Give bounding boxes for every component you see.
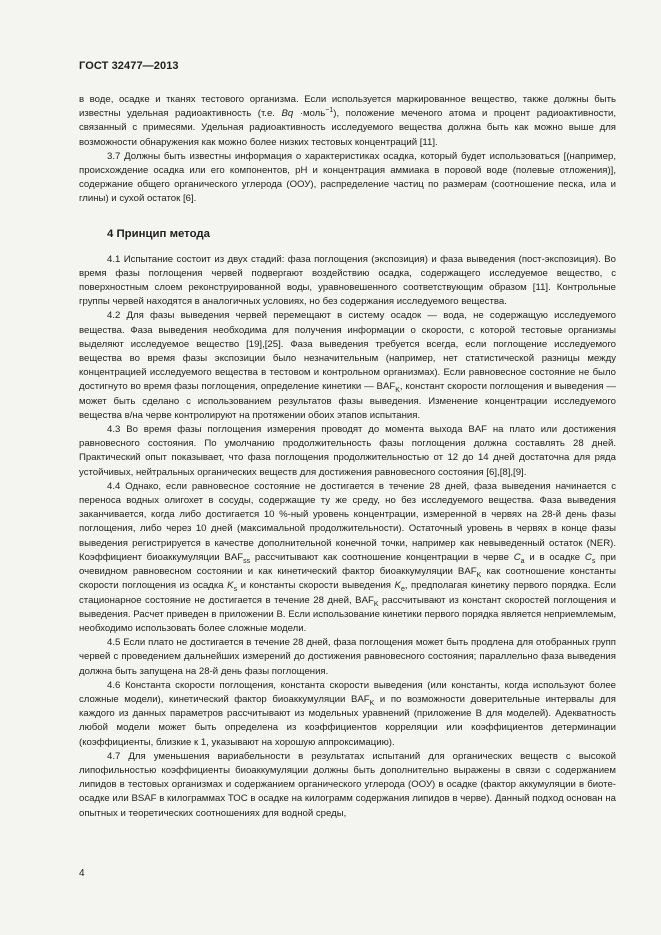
- paragraph-intro: в воде, осадке и тканях тестового организма. Если используется маркированное вещество, также должны быть известны удельная радиоактивность (т.е. Bq ·моль$^{-1}$), положение меченого атома и процент радиоактивности, связанный с примесями. Удельная радиоактивность исследуемого вещества должна быть как можно выше для возможности обнаружения как можно более низких тестовых концентраций [11].: [79, 94, 616, 148]
- document-header: ГОСТ 32477—2013: [79, 60, 179, 72]
- document-body: [79, 93, 616, 821]
- paragraph-4-3: 4.3 Во время фазы поглощения измерения проводят до момента выхода BAF на плато или достижения равновесного состояния. По умолчанию продолжительность фазы поглощения должна составлять 28 дней. Практический опыт показывает, что фаза поглощения продолжительностью от 12 до 14 дней достаточна для ряда устойчивых, нейтральных органических веществ для достижения равновесного состояния [6],[8],[9].: [79, 424, 616, 478]
- paragraph-3-7: 3.7 Должны быть известны информация о характеристиках осадка, который будет использоваться [(например, происхождение осадка или его компонентов, pH и концентрация аммиака в поровой воде (полевые отложения)], содержание общего органического углерода (ООУ), распределение частиц по размерам (соотношение песка, ила и глины) и сухой остаток [6].: [79, 150, 616, 205]
- section-title: 4 Принцип метода: [107, 227, 210, 240]
- paragraph-4-5: 4.5 Если плато не достигается в течение 28 дней, фаза поглощения может быть продлена для отобранных групп червей с проведением дальнейших измерений до достижения равновесного состояния; параллельно фаза выведения должна быть запущена на 28-й день фазы поглощения.: [79, 637, 616, 677]
- page-number: 4: [79, 868, 85, 879]
- paragraph-4-2: 4.2 Для фазы выведения червей перемещают в систему осадок — вода, не содержащую исследуемого вещества. Фаза выведения необходима для получения информации о скорости, с которой тестовые организмы выделяют исследуемое вещество [19],[25]. Фаза выведения требуется всегда, если поглощение исследуемого вещества во время фазы экспозиции было незначительным (например, нет статистической разницы между концентрацией исследуемого вещества в тестовом и контрольном организмах). Если равновесное состояние не было достигнуто во время фазы поглощения, определение кинетики — $BAF_K$, констант скорости поглощения и выведения — может быть сделано с использованием результатов фазы выведения. Изменение концентрации исследуемого вещества в/на черве контролируют на протяжении обоих этапов испытания.: [79, 310, 616, 421]
- paragraph-4-1: 4.1 Испытание состоит из двух стадий: фаза поглощения (экспозиция) и фаза выведения (пост-экспозиция). Во время фазы поглощения червей подвергают воздействию осадка, содержащего исследуемое вещество, с поверхностным слоем реконструированной воды, уравновешенного соответствующим образом [11]. Контрольные группы червей находятся в аналогичных условиях, но без содержания исследуемого вещества.: [79, 253, 616, 308]
- paragraph-4-4: 4.4 Однако, если равновесное состояние не достигается в течение 28 дней, фаза выведения начинается с переноса водных олигохет в сосуды, содержащие ту же среду, но без исследуемого вещества. Фаза выведения заканчивается, когда либо достигается 10 %-ный уровень концентрации, измеренной в червях на 28-й день фазы поглощения, либо через 10 дней (максимальной продолжительности). Остаточный уровень в червях в конце фазы выведения регистрируется в качестве дополнительной конечной точки, например как невыведенный остаток (NER). Коэффициент биоаккумуляции $BAF_{ss}$ рассчитывают как соотношение концентрации в черве $C_a$ и в осадке $C_s$ при очевидном равновесном состоянии и как кинетический фактор биоаккумуляции $BAF_K$ как соотношение константы скорости поглощения из осадка $K_s$ и константы скорости выведения $K_e$, предполагая кинетику первого порядка. Если стационарное состояние не достигается в течение 28 дней, $BAF_K$ рассчитывают из констант скоростей поглощения и выведения. Расчет приведен в приложении В. Если использование кинетики первого порядка является неприемлемым, необходимо использовать более сложные модели.: [79, 480, 616, 634]
- paragraph-4-6: 4.6 Константа скорости поглощения, константа скорости выведения (или константы, когда используют более сложные модели), кинетический фактор биоаккумуляции $BAF_K$ и по возможности доверительные интервалы для каждого из данных параметров рассчитывают из модельных уравнений (приложение В для моделей). Адекватность любой модели может быть определена из коэффициентов корреляции или коэффициентов детерминации (коэффициенты, близкие к 1, указывают на хорошую аппроксимацию).: [79, 679, 616, 748]
- paragraph-4-7: 4.7 Для уменьшения вариабельности в результатах испытаний для органических веществ с высокой липофильностью коэффициенты биоаккумуляции должны быть дополнительно выражены в связи с содержанием липидов в тестовых организмах и содержанием органического углерода (ООУ) в осадке (фактор аккумуляции в биоте-осадке или BSAF в килограммах ТОС в осадке на килограмм содержания липидов в черве). Данный подход основан на опытных и теоретических соотношениях для водной среды,: [79, 750, 616, 819]
